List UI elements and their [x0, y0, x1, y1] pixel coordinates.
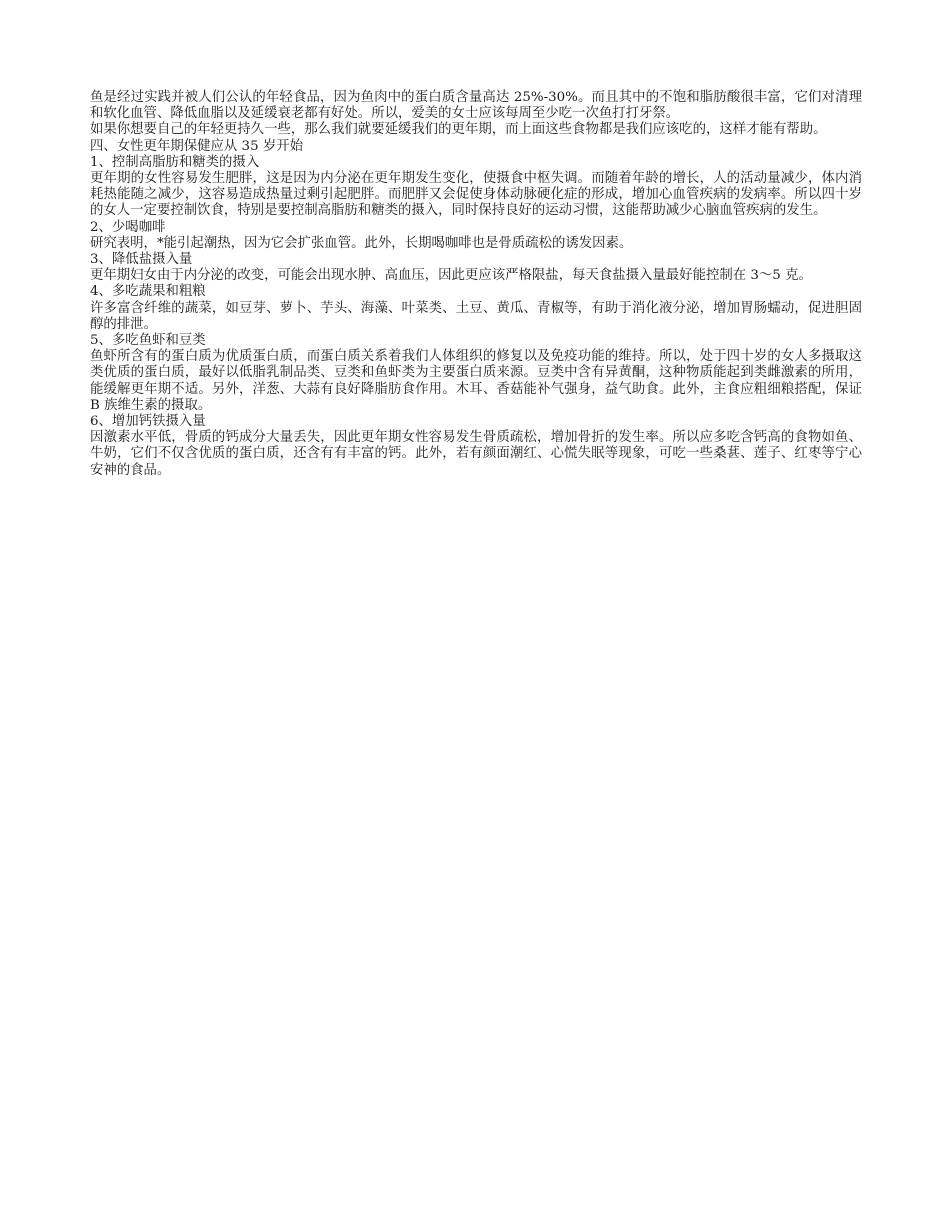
paragraph-delay-menopause: 如果你想要自己的年轻更持久一些，那么我们就要延缓我们的更年期，而上面这些食物都是我们应该吃的，这样才能有帮助。: [90, 122, 827, 138]
paragraph-vegetables-grains: 许多富含纤维的蔬菜，如豆芽、萝卜、芋头、海藻、叶菜类、土豆、黄瓜、青椒等，有助于消化液分泌，增加胃肠蠕动，促进胆固醇的排泄。: [90, 300, 862, 332]
subheading-vegetables-grains: 4、多吃蔬果和粗粮: [90, 284, 206, 300]
paragraph-control-fat-sugar: 更年期的女性容易发生肥胖，这是因为内分泌在更年期发生变化，使摄食中枢失调。而随着年龄的增长，人的活动量减少，体内消耗热能随之减少，这容易造成热量过剩引起肥胖。而肥胖又会促使身体动脉硬化症的形成，增加心血管疾病的发病率。所以四十岁的女人一定要控制饮食，特别是要控制高脂肪和糖类的摄入，同时保持良好的运动习惯，这能帮助减少心脑血管疾病的发生。: [90, 171, 862, 219]
paragraph-fish-beans: 鱼虾所含有的蛋白质为优质蛋白质，而蛋白质关系着我们人体组织的修复以及免疫功能的维持。所以，处于四十岁的女人多摄取这类优质的蛋白质，最好以低脂乳制品类、豆类和鱼虾类为主要蛋白质来源。豆类中含有异黄酮，这种物质能起到类雌激素的所用，能缓解更年期不适。另外，洋葱、大蒜有良好降脂肪食作用。木耳、香菇能补气强身，益气助食。此外，主食应粗细粮搭配，保证 B 族维生素的摄取。: [90, 349, 862, 413]
paragraph-less-coffee: 研究表明，*能引起潮热，因为它会扩张血管。此外，长期喝咖啡也是骨质疏松的诱发因素。: [90, 235, 633, 251]
section-heading-menopause-care: 四、女性更年期保健应从 35 岁开始: [90, 138, 304, 154]
subheading-less-coffee: 2、少喝咖啡: [90, 219, 166, 235]
subheading-fish-beans: 5、多吃鱼虾和豆类: [90, 333, 206, 349]
paragraph-reduce-salt: 更年期妇女由于内分泌的改变，可能会出现水肿、高血压，因此更应该严格限盐，每天食盐摄入量最好能控制在 3～5 克。: [90, 268, 812, 284]
subheading-control-fat-sugar: 1、控制高脂肪和糖类的摄入: [90, 154, 260, 170]
document-body: [90, 90, 862, 479]
subheading-calcium-iron: 6、增加钙铁摄入量: [90, 414, 206, 430]
paragraph-calcium-iron: 因激素水平低，骨质的钙成分大量丢失，因此更年期女性容易发生骨质疏松，增加骨折的发生率。所以应多吃含钙高的食物如鱼、牛奶，它们不仅含优质的蛋白质，还含有有丰富的钙。此外，若有颜面潮红、心慌失眠等现象，可吃一些桑葚、莲子、红枣等宁心安神的食品。: [90, 430, 862, 478]
paragraph-fish-youth-food: 鱼是经过实践并被人们公认的年轻食品，因为鱼肉中的蛋白质含量高达 25%-30%。而且其中的不饱和脂肪酸很丰富，它们对清理和软化血管、降低血脂以及延缓衰老都有好处。所以，爱美的女士应该每周至少吃一次鱼打打牙祭。: [90, 90, 862, 122]
subheading-reduce-salt: 3、降低盐摄入量: [90, 252, 193, 268]
